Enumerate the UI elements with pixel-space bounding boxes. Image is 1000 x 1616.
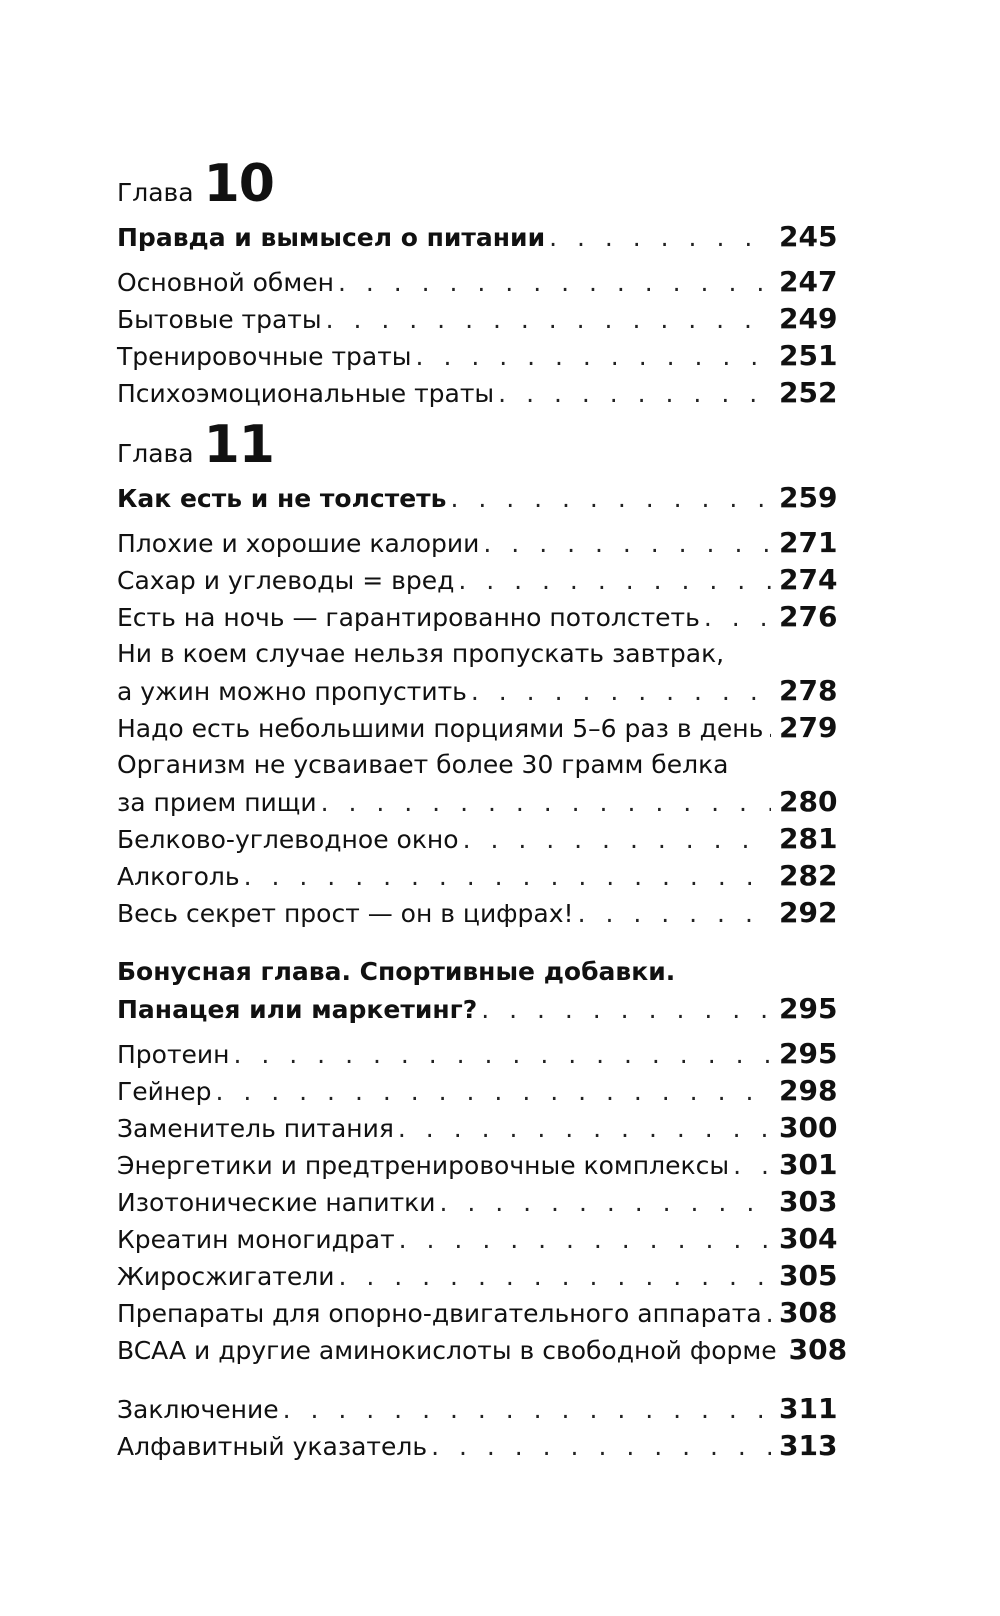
toc-entry[interactable] bbox=[117, 337, 837, 374]
toc-entry-title: за прием пищи bbox=[117, 788, 317, 817]
chapter-word: Глава bbox=[117, 439, 194, 468]
toc-entry-title: Правда и вымысел о питании bbox=[117, 223, 546, 252]
toc-entry[interactable] bbox=[117, 1331, 848, 1368]
leader-dots bbox=[450, 480, 771, 517]
leader-dots bbox=[471, 673, 771, 710]
toc-entry-page: 298 bbox=[779, 1074, 838, 1107]
toc-entry[interactable] bbox=[117, 598, 837, 635]
toc-entry[interactable] bbox=[117, 1072, 837, 1109]
toc-entry-title: Энергетики и предтренировочные комплексы bbox=[117, 1151, 730, 1180]
toc-entry-page: 308 bbox=[779, 1296, 838, 1329]
toc-entry-page: 282 bbox=[779, 859, 838, 892]
toc-entry-page: 305 bbox=[779, 1259, 838, 1292]
leader-dots bbox=[733, 1147, 771, 1184]
toc-entry-title: Алфавитный указатель bbox=[117, 1432, 428, 1461]
toc-entry-page: 276 bbox=[779, 600, 838, 633]
toc-entry-page: 301 bbox=[779, 1148, 838, 1181]
leader-dots bbox=[767, 710, 771, 747]
toc-entry-first-line[interactable] bbox=[117, 746, 837, 783]
toc-bonus-title[interactable] bbox=[117, 990, 837, 1027]
toc-chapter-title[interactable] bbox=[117, 479, 837, 516]
chapter-heading bbox=[117, 415, 837, 479]
toc-entry[interactable] bbox=[117, 709, 837, 746]
toc-entry-page: 292 bbox=[779, 896, 838, 929]
toc-entry-first-line[interactable] bbox=[117, 635, 837, 672]
leader-dots bbox=[439, 1184, 771, 1221]
toc-entry-title-line1: Ни в коем случае нельзя пропускать завтрак, bbox=[117, 639, 725, 668]
toc-entry[interactable] bbox=[117, 524, 837, 561]
toc-entry[interactable] bbox=[117, 561, 837, 598]
toc-entry[interactable] bbox=[117, 783, 837, 820]
toc-entry-title: Препараты для опорно-двигательного аппарата bbox=[117, 1299, 762, 1328]
toc-entry-page: 295 bbox=[779, 1037, 838, 1070]
leader-dots bbox=[458, 562, 771, 599]
toc-entry-title-line1: Бонусная глава. Спортивные добавки. bbox=[117, 957, 676, 986]
toc-entry[interactable] bbox=[117, 1146, 837, 1183]
toc-entry-title: Протеин bbox=[117, 1040, 230, 1069]
leader-dots bbox=[498, 375, 771, 412]
toc-entry-page: 274 bbox=[779, 563, 838, 596]
toc-entry-page: 280 bbox=[779, 785, 838, 818]
toc-entry-title: Сахар и углеводы = вред bbox=[117, 566, 455, 595]
toc-entry-title: Гейнер bbox=[117, 1077, 212, 1106]
leader-dots bbox=[416, 338, 771, 375]
leader-dots bbox=[766, 1295, 771, 1332]
leader-dots bbox=[244, 858, 771, 895]
toc-entry-title: Белково-углеводное окно bbox=[117, 825, 459, 854]
toc-entry-page: 281 bbox=[779, 822, 838, 855]
leader-dots bbox=[704, 599, 771, 636]
toc-entry-page: 311 bbox=[779, 1392, 838, 1425]
toc-entry-title: Панацея или маркетинг? bbox=[117, 995, 478, 1024]
toc-entry-title: Основной обмен bbox=[117, 268, 334, 297]
toc-entry-page: 252 bbox=[779, 376, 838, 409]
toc-entry-page: 259 bbox=[779, 481, 838, 514]
leader-dots bbox=[326, 301, 771, 338]
toc-entry[interactable] bbox=[117, 263, 837, 300]
leader-dots bbox=[483, 525, 771, 562]
toc-entry[interactable] bbox=[117, 1109, 837, 1146]
toc-entry[interactable] bbox=[117, 1183, 837, 1220]
table-of-contents bbox=[117, 154, 848, 1464]
toc-entry-page: 308 bbox=[788, 1333, 848, 1366]
toc-entry-page: 271 bbox=[779, 526, 838, 559]
toc-entry-page: 245 bbox=[779, 220, 838, 253]
leader-dots bbox=[549, 219, 771, 256]
leader-dots bbox=[338, 264, 771, 301]
toc-entry-title: BCAA и другие аминокислоты в свободной форме bbox=[117, 1336, 777, 1365]
toc-entry-title: Психоэмоциональные траты bbox=[117, 379, 495, 408]
leader-dots bbox=[481, 991, 771, 1028]
toc-entry[interactable] bbox=[117, 857, 837, 894]
toc-entry-title: Весь секрет прост — он в цифрах! bbox=[117, 899, 574, 928]
chapter-word: Глава bbox=[117, 178, 194, 207]
toc-entry-title: Заключение bbox=[117, 1395, 279, 1424]
toc-entry-title: Алкоголь bbox=[117, 862, 240, 891]
toc-entry-index[interactable] bbox=[117, 1427, 837, 1464]
leader-dots bbox=[398, 1110, 771, 1147]
toc-entry-title: Бытовые траты bbox=[117, 305, 322, 334]
chapter-number: 10 bbox=[203, 154, 274, 214]
toc-entry-title: Есть на ночь — гарантированно потолстеть bbox=[117, 603, 700, 632]
toc-entry-title: Изотонические напитки bbox=[117, 1188, 436, 1217]
toc-entry[interactable] bbox=[117, 1294, 837, 1331]
leader-dots bbox=[283, 1391, 771, 1428]
leader-dots bbox=[431, 1428, 771, 1465]
toc-chapter-title[interactable] bbox=[117, 218, 837, 255]
toc-entry-title: Креатин моногидрат bbox=[117, 1225, 395, 1254]
leader-dots bbox=[399, 1221, 771, 1258]
toc-entry-title: Как есть и не толстеть bbox=[117, 484, 447, 513]
leader-dots bbox=[463, 821, 771, 858]
toc-entry[interactable] bbox=[117, 1035, 837, 1072]
toc-entry-page: 303 bbox=[779, 1185, 838, 1218]
leader-dots bbox=[234, 1036, 772, 1073]
leader-dots bbox=[578, 895, 771, 932]
toc-entry[interactable] bbox=[117, 374, 837, 411]
toc-entry-title: Плохие и хорошие калории bbox=[117, 529, 480, 558]
toc-entry-title: Жиросжигатели bbox=[117, 1262, 335, 1291]
toc-entry-title: Надо есть небольшими порциями 5–6 раз в день bbox=[117, 714, 764, 743]
toc-bonus-title-line1[interactable] bbox=[117, 953, 837, 990]
toc-entry-title: а ужин можно пропустить bbox=[117, 677, 467, 706]
leader-dots bbox=[338, 1258, 771, 1295]
leader-dots bbox=[215, 1073, 771, 1110]
chapter-heading bbox=[117, 154, 837, 218]
toc-entry-page: 251 bbox=[779, 339, 838, 372]
toc-entry-title-line1: Организм не усваивает более 30 грамм белка bbox=[117, 750, 729, 779]
toc-entry-page: 295 bbox=[779, 992, 838, 1025]
toc-entry-title: Заменитель питания bbox=[117, 1114, 394, 1143]
toc-entry-page: 279 bbox=[779, 711, 838, 744]
toc-entry-page: 313 bbox=[779, 1429, 838, 1462]
toc-entry-page: 249 bbox=[779, 302, 838, 335]
toc-entry-conclusion[interactable] bbox=[117, 1390, 837, 1427]
toc-entry[interactable] bbox=[117, 1257, 837, 1294]
toc-entry-title: Тренировочные траты bbox=[117, 342, 412, 371]
toc-entry[interactable] bbox=[117, 1220, 837, 1257]
toc-entry-page: 278 bbox=[779, 674, 838, 707]
toc-entry-page: 304 bbox=[779, 1222, 838, 1255]
toc-entry-page: 247 bbox=[779, 265, 838, 298]
toc-entry[interactable] bbox=[117, 894, 837, 931]
toc-entry[interactable] bbox=[117, 300, 837, 337]
chapter-number: 11 bbox=[203, 415, 274, 475]
toc-entry-page: 300 bbox=[779, 1111, 838, 1144]
toc-entry[interactable] bbox=[117, 820, 837, 857]
toc-entry[interactable] bbox=[117, 672, 837, 709]
leader-dots bbox=[321, 784, 771, 821]
